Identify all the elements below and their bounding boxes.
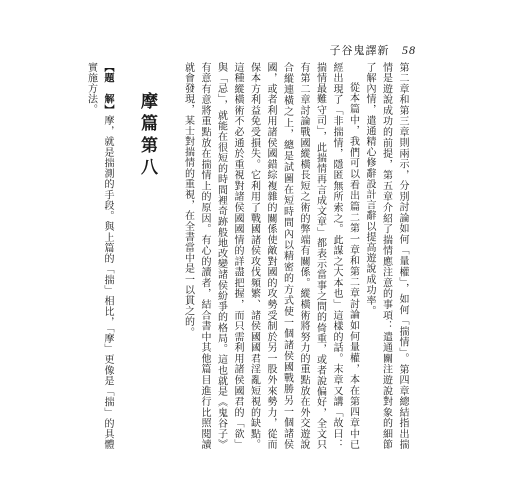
jieti-label: 【題 解】 — [102, 62, 113, 116]
running-header — [330, 42, 417, 58]
text-line: 言辭以提高遊說成功率。 — [364, 199, 375, 317]
text-line: 講「故曰：揣情最難守司」，此揣情再言成文章」都表示當事之問的倚重，或者說偏好，全文只有第二章討論 — [298, 62, 342, 450]
paragraph-1 — [361, 62, 411, 450]
text-line: 有意將重點放在揣情上的原因。有心的讀者，結合書中其他篇目進行比照閱讀就會發現，某士對 — [182, 62, 210, 451]
jieti-paragraph — [82, 62, 115, 450]
text-line: 的「欲」與「忌」，就能在很短的時間裡奇跡般地改變諸侯紛爭的格局。這也就是《鬼谷子》有意 — [199, 62, 243, 450]
paragraph-2 — [179, 62, 361, 450]
page-number: 58 — [402, 43, 416, 57]
text-line: 攻勢受制於另一股外來勢力，從而保本方利益免受損失。它利用了戰國諸侯攻伐頻繁、諸侯國 — [248, 62, 276, 450]
text-line: 戰國縱橫長短之術的弊端有關係。縱橫術將努力的重點放在外交遊說合縱連橫之上，總是試圖在短時 — [281, 62, 309, 450]
book-title: 子谷鬼譯新 — [329, 44, 390, 57]
page-body — [85, 62, 410, 451]
text-line: 如何量權，本在第四章中已經出現了「非揣情，隱匿無所索之。此謀之大本也」這樣的話。末章又 — [331, 62, 359, 450]
text-line: 國君淫亂短視的缺點。這種縱橫術不必通於重視對諸侯國國情的詳盡把握，而只需利用諸侯國君 — [232, 62, 260, 451]
text-line: 間內以精密的方式使一個諸侯國戰勝另一個諸侯國，或者利用諸侯國錯綜複雜的關係使敵對國的 — [265, 62, 293, 450]
text-line: 從本篇中，我們可以看出篇二第一章和第二章討論 — [347, 82, 359, 321]
text-line: 第二章和第三章則兩示，分別討論如何「量權」，如何「揣情」。第四章總結指出揣情是遊說成功的前 — [380, 62, 408, 450]
text-line: 提，第五章介紹了揣情應注意的事項：遣通關注遊說對象的細節了解內情，遣通精心修辭設計 — [364, 62, 392, 450]
text-line: 揣情的重視，在全書當中是一以貫之的。 — [182, 146, 194, 338]
jieti-text: 摩，就是揣測的手段。與上篇的「揣」相比，「摩」更像是「揣」的具體實施方法。 — [85, 62, 113, 451]
chapter-title: 摩篇第八 — [137, 92, 157, 180]
